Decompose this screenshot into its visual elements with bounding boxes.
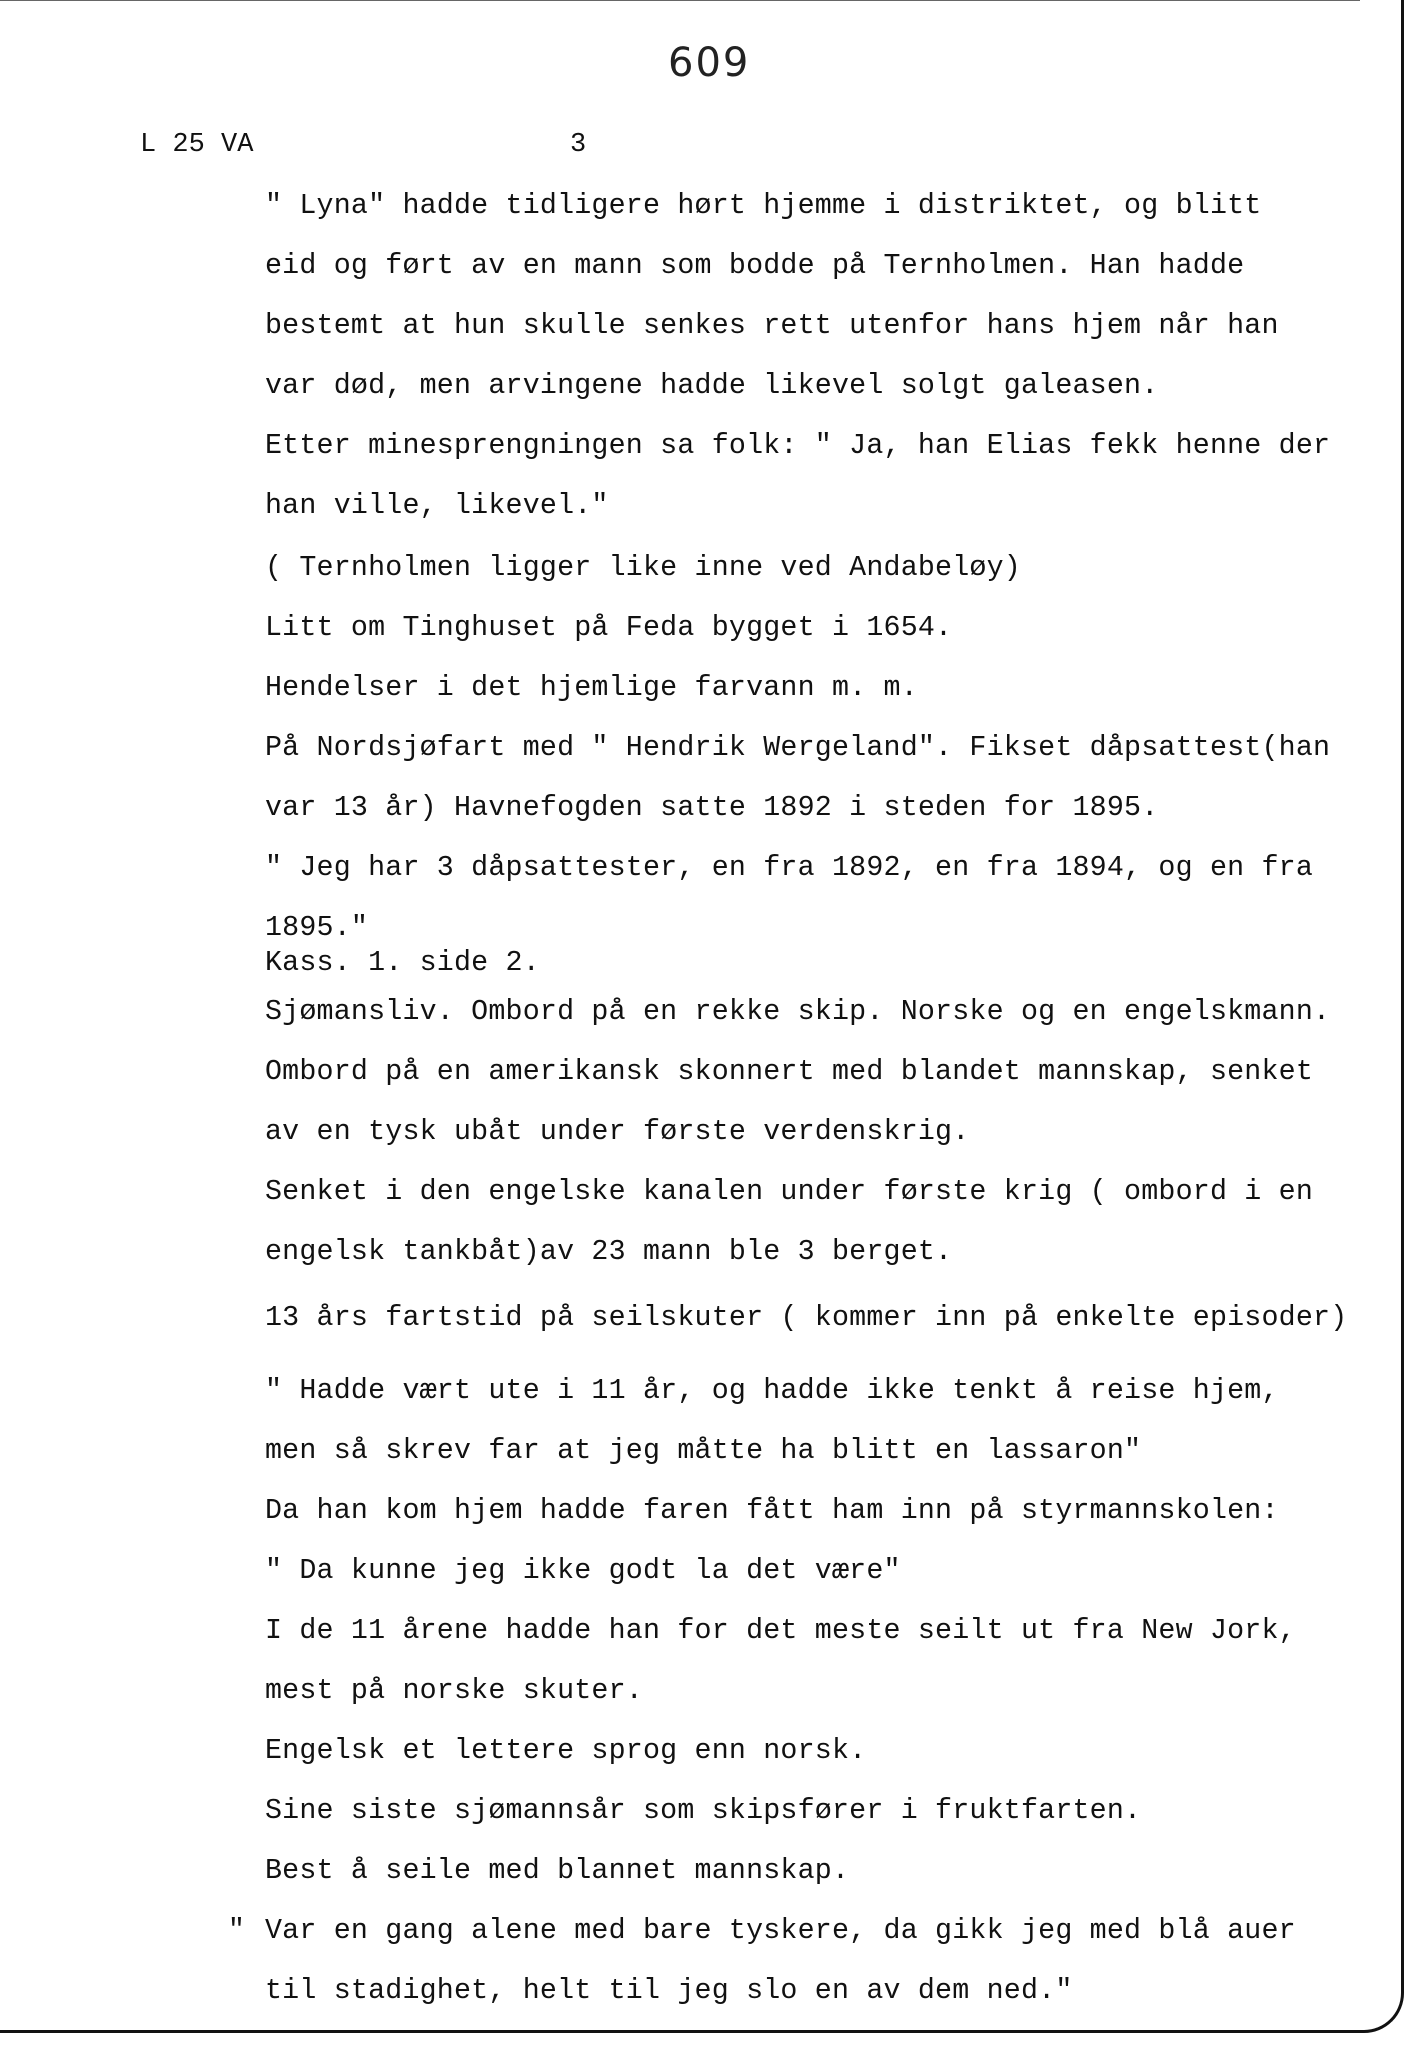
text-line: Sine siste sjømannsår som skipsfører i fruktfarten. xyxy=(265,1795,1142,1827)
text-line: Sjømansliv. Ombord på en rekke skip. Norske og en engelskmann. xyxy=(265,996,1331,1028)
text-line: han ville, likevel." xyxy=(265,490,609,522)
text-line: var død, men arvingene hadde likevel solgt galeasen. xyxy=(265,370,1159,402)
text-line: Ombord på en amerikansk skonnert med blandet mannskap, senket xyxy=(265,1056,1314,1088)
document-reference: L 25 VA xyxy=(140,130,254,160)
text-line: Best å seile med blannet mannskap. xyxy=(265,1855,850,1887)
subpage-number: 3 xyxy=(570,130,587,160)
page-number: 609 xyxy=(668,40,751,86)
text-line: Senket i den engelske kanalen under første krig ( ombord i en xyxy=(265,1176,1314,1208)
text-line: av en tysk ubåt under første verdenskrig. xyxy=(265,1116,970,1148)
text-line: " Da kunne jeg ikke godt la det være" xyxy=(265,1555,901,1587)
text-line: Litt om Tinghuset på Feda bygget i 1654. xyxy=(265,612,953,644)
text-line: 13 års fartstid på seilskuter ( kommer inn på enkelte episoder) xyxy=(265,1302,1348,1334)
margin-quote-mark: " xyxy=(228,1915,245,1946)
text-line: Da han kom hjem hadde faren fått ham inn på styrmannskolen: xyxy=(265,1495,1279,1527)
text-line: Etter minesprengningen sa folk: " Ja, han Elias fekk henne der xyxy=(265,430,1331,462)
text-line: " Hadde vært ute i 11 år, og hadde ikke tenkt å reise hjem, xyxy=(265,1375,1279,1407)
text-line: bestemt at hun skulle senkes rett utenfor hans hjem når han xyxy=(265,310,1279,342)
text-line: engelsk tankbåt)av 23 mann ble 3 berget. xyxy=(265,1236,953,1268)
text-line: Hendelser i det hjemlige farvann m. m. xyxy=(265,672,918,704)
text-line: var 13 år) Havnefogden satte 1892 i steden for 1895. xyxy=(265,792,1159,824)
text-line: men så skrev far at jeg måtte ha blitt en lassaron" xyxy=(265,1435,1142,1467)
text-line: Var en gang alene med bare tyskere, da gikk jeg med blå auer xyxy=(265,1915,1296,1947)
text-line: Kass. 1. side 2. xyxy=(265,947,540,979)
text-line: Engelsk et lettere sprog enn norsk. xyxy=(265,1735,867,1767)
text-line: På Nordsjøfart med " Hendrik Wergeland". Fikset dåpsattest(han xyxy=(265,732,1331,764)
text-line: 1895." xyxy=(265,912,369,944)
text-line: til stadighet, helt til jeg slo en av dem ned." xyxy=(265,1975,1073,2007)
text-line: " Jeg har 3 dåpsattester, en fra 1892, en fra 1894, og en fra xyxy=(265,852,1314,884)
text-line: " Lyna" hadde tidligere hørt hjemme i distriktet, og blitt xyxy=(265,190,1262,222)
text-line: I de 11 årene hadde han for det meste seilt ut fra New Jork, xyxy=(265,1615,1296,1647)
text-line: mest på norske skuter. xyxy=(265,1675,643,1707)
text-line: eid og ført av en mann som bodde på Ternholmen. Han hadde xyxy=(265,250,1245,282)
text-line: ( Ternholmen ligger like inne ved Andabeløy) xyxy=(265,552,1021,584)
